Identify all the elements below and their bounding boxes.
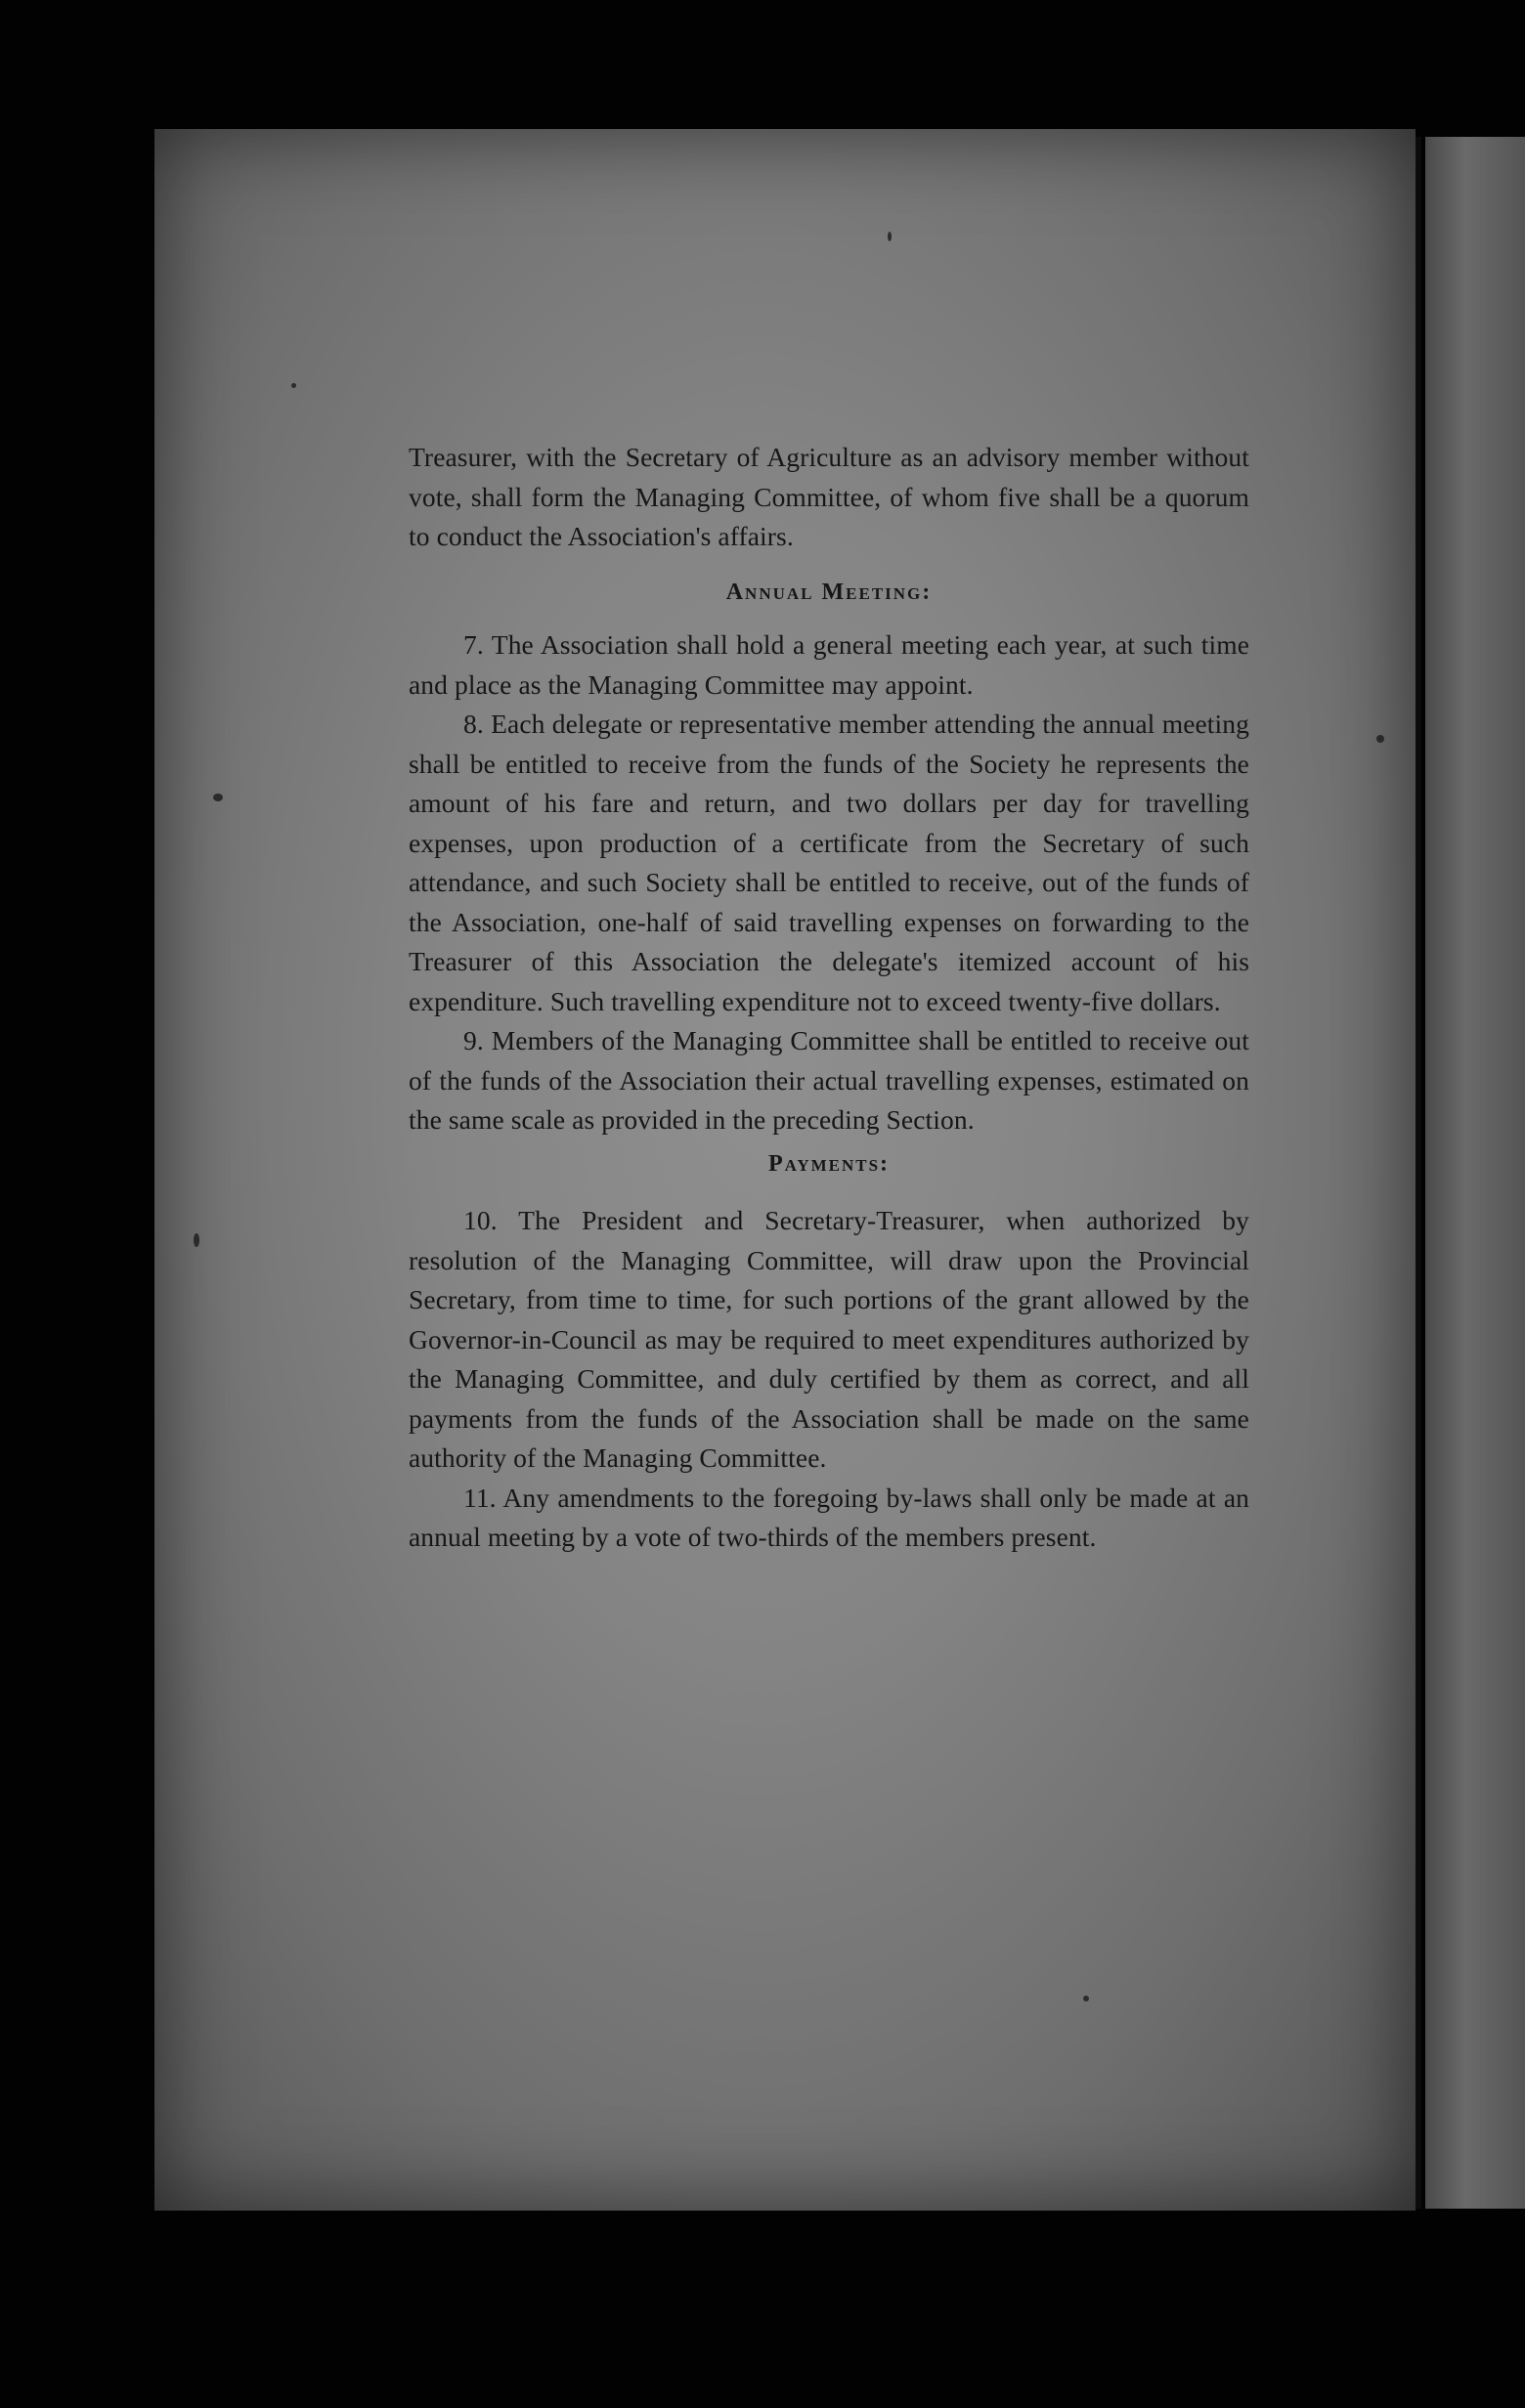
section-10: 10. The President and Secretary-Treasurer, when authorized by resolution of the Managing Committee, will draw upon the Provincial Secretary, from time to time, for such portions of the grant allowed by the Governor-in-Council as may be required to meet expenditures authorized by the Managing Committee, and duly certified by them as correct, and all payments from the funds of the Association shall be made on the same authority of the Managing Committee. — [409, 1205, 1249, 1473]
scan-speck — [213, 794, 223, 801]
heading-annual-meeting: Annual Meeting: — [725, 579, 933, 605]
heading-payments: Payments: — [767, 1150, 891, 1177]
document-text — [409, 438, 1249, 1558]
facing-page-edge — [1425, 137, 1525, 2209]
opening-paragraph: Treasurer, with the Secretary of Agriculture as an advisory member without vote, shall form the Managing Committee, of whom five shall be a quorum to conduct the Association's affairs. — [409, 442, 1249, 551]
scan-speck — [194, 1233, 199, 1247]
scan-speck — [291, 383, 296, 388]
scan-speck — [1376, 735, 1384, 743]
section-7: 7. The Association shall hold a general meeting each year, at such time and place as the Managing Committee may appoint. — [409, 629, 1249, 700]
scan-speck — [1083, 1996, 1089, 2001]
section-9: 9. Members of the Managing Committee shall be entitled to receive out of the funds of the Association their actual travelling expenses, estimated on the same scale as provided in the preceding Section. — [409, 1025, 1249, 1135]
section-11: 11. Any amendments to the foregoing by-laws shall only be made at an annual meeting by a vote of two-thirds of the members present. — [409, 1482, 1249, 1552]
scan-speck — [888, 232, 892, 241]
section-8: 8. Each delegate or representative member attending the annual meeting shall be entitled to receive from the funds of the Society he represents the amount of his fare and return, and two dollars per day for travelling expenses, upon production of a certificate from the Secretary of such attendance, and such Society shall be entitled to receive, out of the funds of the Association, one-half of said travelling expenses on forwarding to the Treasurer of this Association the delegate's itemized account of his expenditure. Such travelling expenditure not to exceed twenty-five dollars. — [409, 709, 1249, 1016]
